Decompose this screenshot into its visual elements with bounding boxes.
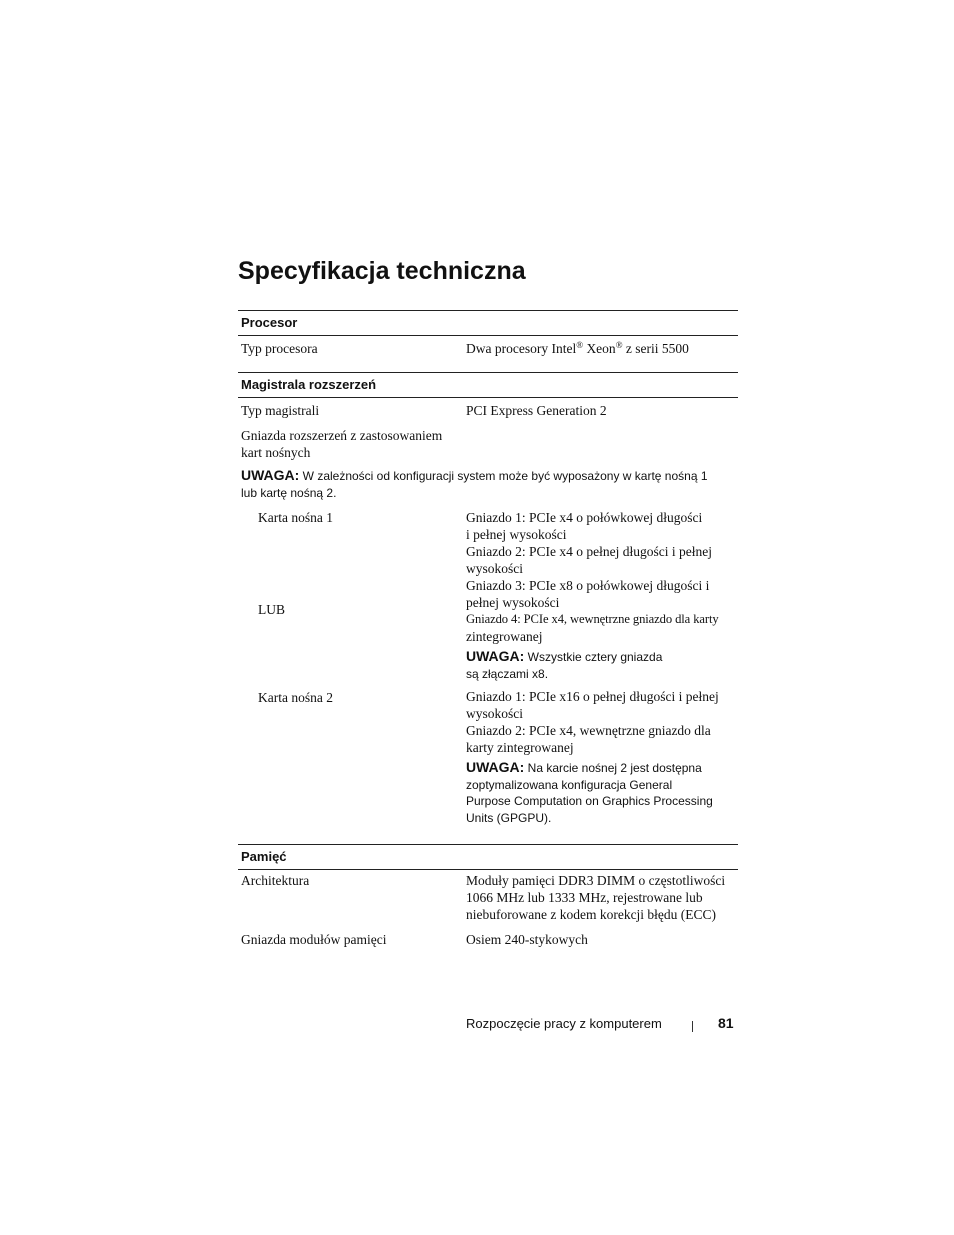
note-line bbox=[241, 467, 738, 485]
section-header-pamiec: Pamięć bbox=[238, 844, 738, 870]
note-line: zoptymalizowana konfiguracja General bbox=[466, 777, 673, 792]
note-line: Units (GPGPU). bbox=[466, 810, 552, 825]
value-line: 1066 MHz lub 1333 MHz, rejestrowane lub bbox=[466, 890, 703, 905]
registered-mark: ® bbox=[576, 340, 584, 350]
karta-nosna-1-label: Karta nośna 1 bbox=[258, 510, 333, 525]
note-line: są złączami x8. bbox=[466, 666, 549, 681]
spec-label: Typ procesora bbox=[241, 341, 318, 356]
value-line: Gniazdo 2: PCIe x4, wewnętrzne gniazdo dla bbox=[466, 723, 711, 738]
note-karta-1 bbox=[466, 648, 738, 682]
note-label: UWAGA: bbox=[466, 648, 525, 664]
note-text: Na karcie nośnej 2 jest dostępna bbox=[524, 761, 702, 775]
value-line: Moduły pamięci DDR3 DIMM o częstotliwości bbox=[466, 873, 726, 888]
spec-value bbox=[466, 509, 738, 682]
label-line: kart nośnych bbox=[241, 445, 311, 460]
text-part: Xeon bbox=[583, 341, 616, 356]
note-label: UWAGA: bbox=[241, 467, 300, 483]
note-magistrala bbox=[238, 467, 738, 501]
note-line: Purpose Computation on Graphics Processing bbox=[466, 794, 713, 808]
spec-value: PCI Express Generation 2 bbox=[466, 403, 607, 418]
note-line bbox=[466, 759, 738, 777]
value-line: Gniazdo 2: PCIe x4 o pełnej długości i pełnej bbox=[466, 544, 712, 559]
spec-value bbox=[466, 688, 738, 826]
spec-value bbox=[466, 427, 738, 461]
text-part: z serii 5500 bbox=[622, 341, 689, 356]
note-text: Wszystkie cztery gniazda bbox=[524, 650, 663, 664]
spec-label: Karta nośna 2 bbox=[258, 690, 333, 705]
spec-label bbox=[238, 509, 466, 682]
text-part: Dwa procesory Intel bbox=[466, 341, 577, 356]
value-line: wysokości bbox=[466, 561, 523, 576]
spec-row-karta-nosna-1 bbox=[238, 509, 738, 682]
value-line: Gniazdo 1: PCIe x4 o połówkowej długości bbox=[466, 510, 703, 525]
footer-divider bbox=[692, 1021, 693, 1032]
spec-row-architektura bbox=[238, 872, 738, 923]
label-line: Gniazda rozszerzeń z zastosowaniem bbox=[241, 428, 443, 443]
value-line: zintegrowanej bbox=[466, 629, 543, 644]
note-line: lub kartę nośną 2. bbox=[241, 485, 337, 500]
value-line: wysokości bbox=[466, 706, 523, 721]
spec-label: Gniazda modułów pamięci bbox=[241, 932, 387, 947]
value-line: pełnej wysokości bbox=[466, 595, 560, 610]
spec-label bbox=[238, 427, 466, 461]
lub-label: LUB bbox=[258, 602, 285, 617]
page-number: 81 bbox=[718, 1015, 734, 1031]
registered-mark: ® bbox=[615, 340, 623, 350]
note-karta-2 bbox=[466, 759, 738, 826]
footer-section-title: Rozpoczęcie pracy z komputerem bbox=[466, 1016, 662, 1031]
value-line: niebuforowane z kodem korekcji błędu (ECC) bbox=[466, 907, 717, 922]
spec-row-typ-magistrali bbox=[238, 402, 738, 419]
value-line: Gniazdo 3: PCIe x8 o połówkowej długości i bbox=[466, 578, 710, 593]
section-header-procesor: Procesor bbox=[238, 310, 738, 336]
spec-row-karta-nosna-2 bbox=[238, 688, 738, 826]
spec-row-typ-procesora bbox=[238, 340, 738, 357]
value-line: i pełnej wysokości bbox=[466, 527, 567, 542]
spec-label: Typ magistrali bbox=[241, 403, 320, 418]
spec-table bbox=[238, 310, 738, 948]
page-footer bbox=[0, 1015, 954, 1035]
spec-row-gniazda-pamieci bbox=[238, 931, 738, 948]
page-title: Specyfikacja techniczna bbox=[238, 257, 526, 285]
note-text: W zależności od konfiguracji system może być wyposażony w kartę nośną 1 bbox=[299, 469, 708, 483]
spec-value bbox=[466, 340, 738, 357]
section-header-magistrala: Magistrala rozszerzeń bbox=[238, 372, 738, 398]
spec-value: Osiem 240-stykowych bbox=[466, 932, 588, 947]
spec-value bbox=[466, 872, 738, 923]
spec-label: Architektura bbox=[241, 873, 310, 888]
note-line bbox=[466, 648, 738, 666]
value-line: karty zintegrowanej bbox=[466, 740, 574, 755]
value-line: Gniazdo 1: PCIe x16 o pełnej długości i pełnej bbox=[466, 689, 719, 704]
spec-row-gniazda-rozszerzen bbox=[238, 427, 738, 461]
note-label: UWAGA: bbox=[466, 759, 525, 775]
value-line: Gniazdo 4: PCIe x4, wewnętrzne gniazdo dla karty bbox=[466, 612, 719, 626]
